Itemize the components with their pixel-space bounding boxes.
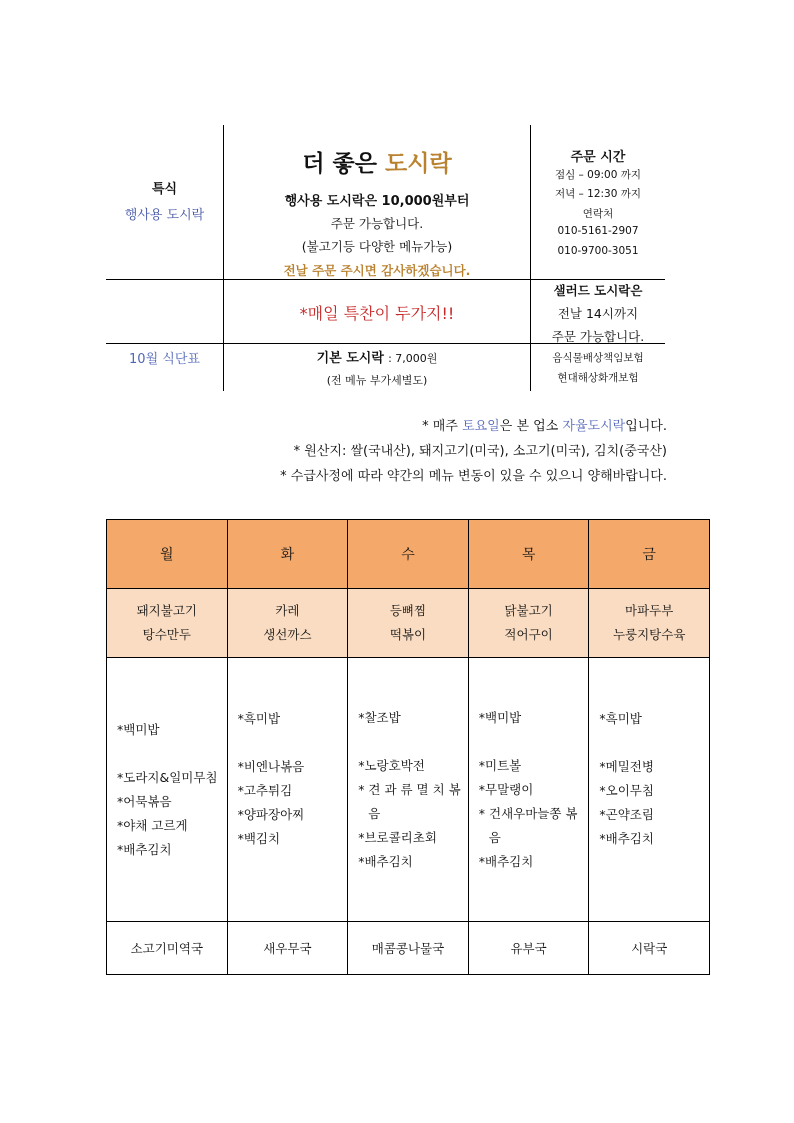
special-label: 특식	[151, 182, 178, 197]
phone-2: 010-9700-3051	[557, 245, 639, 257]
side-dish: *배추김치	[599, 830, 654, 846]
side-dish: *백김치	[237, 830, 281, 846]
insurance-2: 현대해상화개보험	[557, 372, 639, 384]
note1-suffix: 입니다.	[625, 419, 667, 434]
main-dishes-cell	[468, 589, 589, 658]
main-dishes-cell	[107, 589, 228, 658]
note-origin: * 원산지: 쌀(국내산), 돼지고기(미국), 소고기(미국), 김치(중국산)	[293, 444, 667, 459]
note1-middle: 은 본 업소	[499, 419, 563, 434]
main-dish: 누룽지탕수육	[612, 627, 686, 642]
main-dishes-row	[107, 589, 710, 658]
salad-line-2: 전날 14시까지	[557, 306, 639, 321]
basic-label: 기본 도시락	[316, 351, 384, 366]
day-header: 금	[589, 520, 710, 589]
salad-line-3: 주문 가능합니다.	[551, 329, 645, 344]
side-dishes-list	[228, 707, 348, 851]
main-dish: 생선까스	[263, 627, 312, 642]
brand-part2: 도시락	[385, 151, 452, 177]
contact-label: 연락처	[582, 208, 614, 220]
side-dish: *어묵볶음	[117, 793, 172, 809]
side-gap	[475, 730, 583, 754]
side-dishes-cell	[468, 658, 589, 922]
note-menu-change: * 수급사정에 따라 약간의 메뉴 변동이 있을 수 있으니 양해바랍니다.	[280, 469, 667, 484]
side-dish: *비엔나볶음	[237, 758, 305, 774]
order-lunch: 점심 – 09:00 까지	[554, 169, 642, 181]
main-dish: 닭불고기	[504, 603, 553, 618]
main-dish: 탕수만두	[142, 627, 191, 642]
soup-cell: 매콤콩나물국	[348, 922, 469, 975]
side-dishes-row	[107, 658, 710, 922]
soup-cell: 유부국	[468, 922, 589, 975]
basic-price: : 7,000원	[388, 352, 438, 365]
side-dish: *오이무침	[599, 782, 654, 798]
side-dishes-list	[348, 706, 468, 874]
basic-lunchbox	[224, 347, 530, 366]
salad-line-1: 샐러드 도시락은	[553, 283, 643, 298]
note1-self-lunchbox: 자율도시락	[562, 419, 626, 434]
event-line-2: 주문 가능합니다.	[330, 216, 424, 231]
weekly-menu-table	[106, 519, 710, 975]
side-gap	[113, 742, 221, 766]
main-dish: 카레	[275, 603, 300, 618]
side-dish: *노랑호박전	[358, 757, 425, 773]
main-dish: 마파두부	[625, 603, 674, 618]
soup-cell: 새우무국	[227, 922, 348, 975]
order-time-title: 주문 시간	[570, 150, 626, 165]
side-dish: * 견 과 류 멸 치 볶음	[358, 781, 461, 821]
note1-prefix: * 매주	[422, 419, 463, 434]
side-gap	[595, 731, 703, 755]
main-dishes-cell	[227, 589, 348, 658]
side-dishes-list	[589, 707, 709, 851]
main-dish: 떡볶이	[389, 627, 427, 642]
event-lunchbox-label: 행사용 도시락	[124, 208, 205, 223]
side-dish: *메밀전병	[599, 758, 654, 774]
main-dish: 등뼈찜	[389, 603, 427, 618]
note1-saturday: 토요일	[462, 419, 500, 434]
daily-special: *매일 특찬이 두가지!!	[299, 304, 455, 323]
side-dishes-cell	[107, 658, 228, 922]
day-header: 화	[227, 520, 348, 589]
side-dish: *양파장아찌	[237, 806, 305, 822]
side-dish: *배추김치	[117, 841, 172, 857]
day-header: 수	[348, 520, 469, 589]
brand-title	[224, 145, 530, 178]
side-dish: *배추김치	[358, 853, 413, 869]
soups-row	[107, 922, 710, 975]
side-gap	[234, 731, 342, 755]
brand-part1: 더 좋은	[302, 151, 377, 177]
side-dish: *흑미밥	[599, 710, 642, 726]
side-gap	[354, 730, 462, 754]
note-saturday	[422, 415, 667, 434]
side-dish: *브로콜리초회	[358, 829, 437, 845]
side-dishes-list	[469, 706, 589, 874]
side-dish: *도라지&일미무침	[117, 769, 218, 785]
side-dish: *무말랭이	[478, 781, 534, 797]
side-dishes-cell	[348, 658, 469, 922]
soup-cell: 소고기미역국	[107, 922, 228, 975]
event-line-4: 전날 주문 주시면 감사하겠습니다.	[283, 263, 471, 278]
days-row	[107, 520, 710, 589]
side-dish: *고추튀김	[237, 782, 293, 798]
side-dish: *배추김치	[478, 853, 534, 869]
side-dish: *곤약조림	[599, 806, 654, 822]
soup-cell: 시락국	[589, 922, 710, 975]
main-dishes-cell	[589, 589, 710, 658]
side-dish: *미트볼	[478, 757, 522, 773]
side-dishes-list	[107, 718, 227, 862]
header-row-line-1	[106, 279, 665, 280]
side-dish: * 건새우마늘쫑 볶음	[478, 805, 578, 845]
event-line-1: 행사용 도시락은 10,000원부터	[284, 194, 470, 209]
side-dishes-cell	[589, 658, 710, 922]
order-dinner: 저녁 – 12:30 까지	[554, 188, 642, 200]
phone-1: 010-5161-2907	[557, 225, 639, 237]
month-label: 10월 식단표	[129, 352, 200, 367]
day-header: 목	[468, 520, 589, 589]
insurance-1: 음식물배상책임보험	[552, 352, 644, 364]
side-dishes-cell	[227, 658, 348, 922]
vat-note: (전 메뉴 부가세별도)	[326, 374, 428, 387]
event-line-3: (불고기등 다양한 메뉴가능)	[301, 239, 453, 254]
side-dish: *흑미밥	[237, 710, 281, 726]
side-dish: *야채 고르게	[117, 817, 188, 833]
side-dish: *백미밥	[478, 709, 522, 725]
main-dish: 돼지불고기	[136, 603, 197, 618]
day-header: 월	[107, 520, 228, 589]
side-dish: *백미밥	[117, 721, 160, 737]
main-dishes-cell	[348, 589, 469, 658]
side-dish: *찰조밥	[358, 709, 401, 725]
main-dish: 적어구이	[504, 627, 553, 642]
